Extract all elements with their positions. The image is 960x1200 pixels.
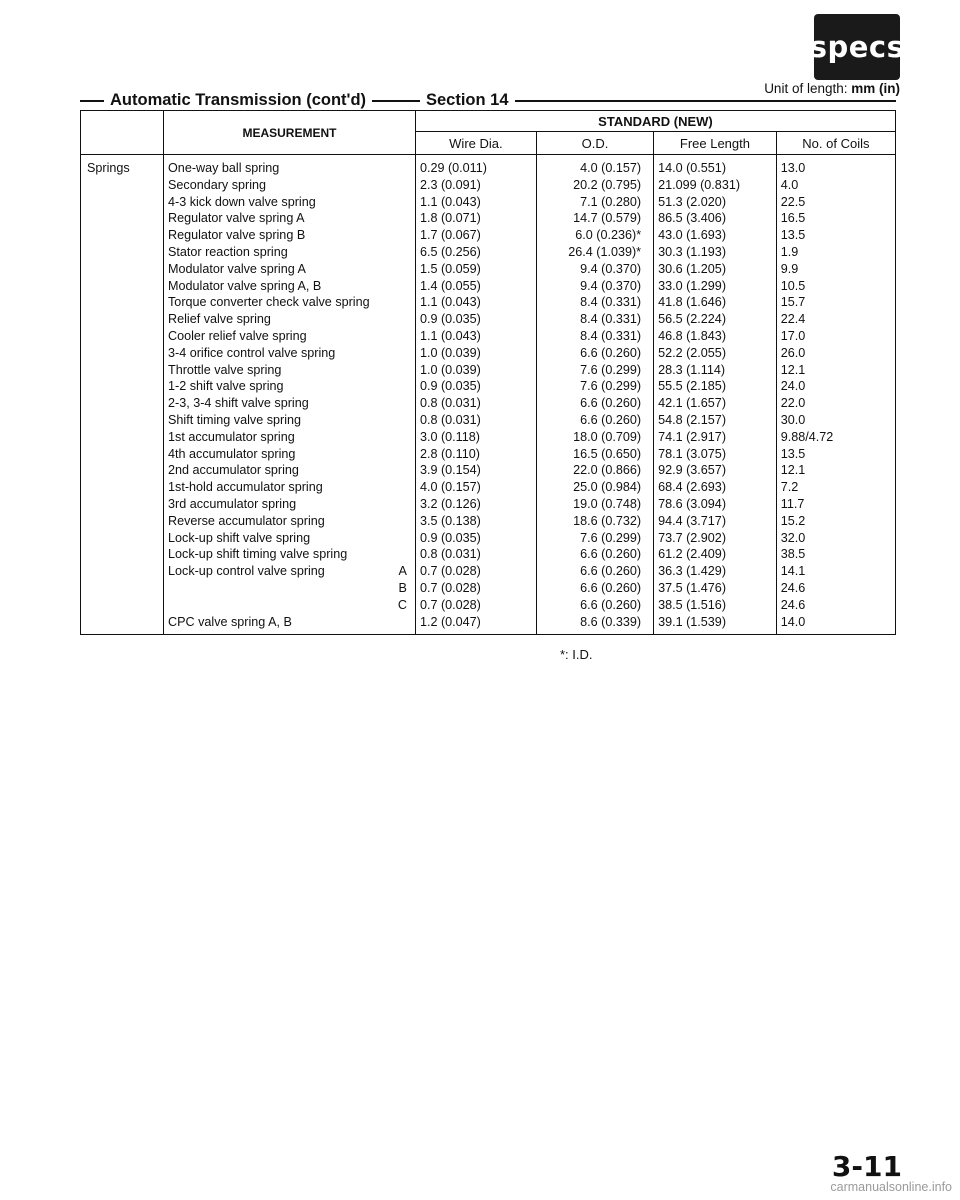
table-cell-coils: 9.9 <box>780 261 799 276</box>
table-cell-wire: 0.9 (0.035) <box>419 379 481 394</box>
standard-new-header: STANDARD (NEW) <box>415 111 895 132</box>
table-cell-coils: 38.5 <box>780 547 806 562</box>
table-cell-coils: 11.7 <box>780 496 805 511</box>
spring-name: Regulator valve spring A <box>168 211 305 226</box>
spring-name: Relief valve spring <box>168 312 271 327</box>
table-cell-wire: 3.0 (0.118) <box>419 429 480 444</box>
table-cell-wire: 3.9 (0.154) <box>419 463 481 478</box>
table-cell-coils: 32.0 <box>780 530 806 545</box>
spring-name: Throttle valve spring <box>168 362 282 377</box>
table-cell-length: 74.1 (2.917) <box>658 429 727 444</box>
table-cell-coils: 13.5 <box>780 446 806 461</box>
table-cell-od: 22.0 (0.866) <box>573 463 642 478</box>
table-cell-length: 38.5 (1.516) <box>658 597 727 612</box>
table-cell-wire: 1.2 (0.047) <box>419 614 481 629</box>
table-row-name <box>168 160 411 177</box>
table-cell-length: 14.0 (0.551) <box>658 161 727 175</box>
spring-name: Regulator valve spring B <box>168 228 306 243</box>
table-cell-wire: 3.5 (0.138) <box>419 513 481 528</box>
footnote: *: I.D. <box>560 647 593 662</box>
table-cell-wire: 0.7 (0.028) <box>419 580 481 595</box>
table-cell-od: 16.5 (0.650) <box>573 446 642 461</box>
watermark: carmanualsonline.info <box>830 1180 952 1194</box>
table-cell-od: 7.1 (0.280) <box>580 194 642 209</box>
table-cell-od: 6.6 (0.260) <box>580 597 642 612</box>
table-cell-od: 25.0 (0.984) <box>573 480 642 495</box>
table-cell-length: 51.3 (2.020) <box>658 194 727 209</box>
spring-name: Modulator valve spring A <box>168 261 306 276</box>
table-cell-wire: 0.9 (0.035) <box>419 530 481 545</box>
table-row-name <box>168 496 411 513</box>
table-cell-length: 28.3 (1.114) <box>658 362 726 377</box>
table-row-name <box>168 429 411 446</box>
table-cell-od: 9.4 (0.370) <box>580 278 642 293</box>
table-cell-wire: 6.5 (0.256) <box>419 244 481 259</box>
spring-variant: C <box>397 597 407 612</box>
table-cell-coils: 14.1 <box>780 564 806 579</box>
table-cell-length: 78.6 (3.094) <box>658 496 727 511</box>
table-cell-length: 55.5 (2.185) <box>658 379 727 394</box>
table-cell-length: 52.2 (2.055) <box>658 345 727 360</box>
table-cell-od: 26.4 (1.039)* <box>568 244 642 259</box>
table-row-name <box>168 210 411 227</box>
table-cell-length: 78.1 (3.075) <box>658 446 727 461</box>
table-cell-od: 19.0 (0.748) <box>573 496 642 511</box>
table-cell-od: 6.6 (0.260) <box>580 396 642 411</box>
table-row-name <box>168 177 411 194</box>
category-cell: Springs <box>81 155 164 635</box>
od-column <box>536 155 653 635</box>
table-row-name <box>168 261 411 278</box>
table-cell-coils: 22.4 <box>780 312 806 327</box>
table-row-name <box>168 446 411 463</box>
table-cell-coils: 22.5 <box>780 194 806 209</box>
table-row-name <box>168 227 411 244</box>
table-cell-coils: 24.6 <box>780 580 806 595</box>
page-title: Automatic Transmission (cont'd) <box>104 91 372 110</box>
table-cell-length: 30.3 (1.193) <box>658 244 727 259</box>
table-cell-wire: 1.1 (0.043) <box>419 328 481 343</box>
unit-value: mm (in) <box>851 81 900 96</box>
table-row-name <box>168 479 411 496</box>
table-cell-coils: 24.6 <box>780 597 806 612</box>
spring-name: 4th accumulator spring <box>168 446 296 461</box>
table-cell-length: 33.0 (1.299) <box>658 278 727 293</box>
measurement-header: MEASUREMENT <box>164 111 416 155</box>
table-cell-length: 30.6 (1.205) <box>658 261 727 276</box>
table-cell-od: 8.4 (0.331) <box>580 295 642 310</box>
table-cell-wire: 1.4 (0.055) <box>419 278 481 293</box>
table-cell-od: 6.6 (0.260) <box>580 345 642 360</box>
table-cell-length: 39.1 (1.539) <box>658 614 727 629</box>
spring-name: Modulator valve spring A, B <box>168 278 322 293</box>
table-cell-length: 56.5 (2.224) <box>658 312 727 327</box>
table-cell-od: 6.6 (0.260) <box>580 547 642 562</box>
table-body-row <box>81 155 896 635</box>
table-cell-od: 7.6 (0.299) <box>580 530 642 545</box>
table-cell-length: 68.4 (2.693) <box>658 480 727 495</box>
table-cell-wire: 0.9 (0.035) <box>419 312 481 327</box>
table-cell-wire: 1.0 (0.039) <box>419 362 481 377</box>
spring-spec-table <box>80 110 896 635</box>
table-cell-coils: 1.9 <box>780 244 799 259</box>
spring-name <box>168 597 172 614</box>
table-cell-length: 36.3 (1.429) <box>658 564 727 579</box>
wire-dia-column <box>415 155 536 635</box>
unit-prefix: Unit of length: <box>764 81 852 96</box>
table-cell-wire: 0.8 (0.031) <box>419 412 481 427</box>
table-cell-od: 7.6 (0.299) <box>580 379 642 394</box>
table-row-name <box>168 530 411 547</box>
table-row-name <box>168 614 411 631</box>
table-cell-wire: 0.29 (0.011) <box>419 161 487 175</box>
table-row-name <box>168 395 411 412</box>
table-cell-wire: 1.5 (0.059) <box>419 261 481 276</box>
table-cell-coils: 4.0 <box>780 177 799 192</box>
table-cell-length: 94.4 (3.717) <box>658 513 727 528</box>
table-cell-coils: 12.1 <box>780 463 806 478</box>
table-cell-coils: 22.0 <box>780 396 806 411</box>
table-cell-wire: 0.7 (0.028) <box>419 564 481 579</box>
table-cell-coils: 24.0 <box>780 379 806 394</box>
spring-name <box>168 580 172 597</box>
table-cell-wire: 1.7 (0.067) <box>419 228 481 243</box>
table-row-name <box>168 462 411 479</box>
table-cell-wire: 2.8 (0.110) <box>419 446 480 461</box>
table-cell-od: 18.0 (0.709) <box>573 429 642 444</box>
table-cell-od: 8.6 (0.339) <box>580 614 642 629</box>
section-label: Section 14 <box>420 91 515 110</box>
specs-badge: specs <box>814 14 900 80</box>
table-cell-od: 6.6 (0.260) <box>580 412 642 427</box>
table-cell-coils: 14.0 <box>780 614 806 629</box>
table-cell-coils: 9.88/4.72 <box>780 429 834 444</box>
wire-dia-header: Wire Dia. <box>415 132 536 155</box>
table-cell-od: 8.4 (0.331) <box>580 312 642 327</box>
table-cell-wire: 0.8 (0.031) <box>419 396 481 411</box>
spring-name: 2nd accumulator spring <box>168 463 299 478</box>
table-row-name <box>168 563 411 580</box>
page-number: 3-11 <box>831 1150 902 1183</box>
table-cell-wire: 1.8 (0.071) <box>419 211 481 226</box>
table-cell-coils: 7.2 <box>780 480 799 495</box>
table-cell-coils: 16.5 <box>780 211 806 226</box>
table-row-name <box>168 546 411 563</box>
table-cell-wire: 1.0 (0.039) <box>419 345 481 360</box>
table-row-name <box>168 244 411 261</box>
table-cell-wire: 1.1 (0.043) <box>419 295 481 310</box>
table-cell-length: 92.9 (3.657) <box>658 463 727 478</box>
table-row-name <box>168 513 411 530</box>
table-cell-od: 8.4 (0.331) <box>580 328 642 343</box>
table-cell-od: 6.0 (0.236)* <box>575 228 642 243</box>
spring-name: Torque converter check valve spring <box>168 295 370 310</box>
table-cell-wire: 3.2 (0.126) <box>419 496 481 511</box>
table-cell-coils: 30.0 <box>780 412 806 427</box>
spring-name: Stator reaction spring <box>168 244 288 259</box>
free-length-column <box>654 155 777 635</box>
spring-name: 3rd accumulator spring <box>168 496 297 511</box>
table-cell-coils: 12.1 <box>780 362 806 377</box>
table-cell-wire: 1.1 (0.043) <box>419 194 481 209</box>
table-row-name <box>168 345 411 362</box>
spring-name: 1st-hold accumulator spring <box>168 480 323 495</box>
table-cell-length: 43.0 (1.693) <box>658 228 727 243</box>
table-cell-length: 21.099 (0.831) <box>658 177 741 192</box>
spring-name: CPC valve spring A, B <box>168 614 292 629</box>
table-cell-coils: 26.0 <box>780 345 806 360</box>
od-header: O.D. <box>536 132 653 155</box>
table-row-name <box>168 294 411 311</box>
spring-name: Lock-up shift valve spring <box>168 530 311 545</box>
section-title-bar <box>80 91 896 111</box>
table-cell-od: 4.0 (0.157) <box>580 161 642 175</box>
spring-name: Lock-up control valve spring <box>168 564 325 579</box>
table-cell-coils: 15.2 <box>780 513 806 528</box>
spring-name: 4-3 kick down valve spring <box>168 194 316 209</box>
table-row-name <box>168 328 411 345</box>
table-cell-length: 41.8 (1.646) <box>658 295 727 310</box>
table-row-name <box>168 597 411 614</box>
spring-name: Lock-up shift timing valve spring <box>168 547 348 562</box>
spring-variant: B <box>398 580 407 595</box>
spring-name: Cooler relief valve spring <box>168 328 307 343</box>
table-cell-coils: 15.7 <box>780 295 806 310</box>
spring-name-column <box>164 155 416 635</box>
table-cell-od: 14.7 (0.579) <box>573 211 642 226</box>
spring-name: Shift timing valve spring <box>168 412 302 427</box>
table-cell-length: 42.1 (1.657) <box>658 396 727 411</box>
table-cell-coils: 10.5 <box>780 278 806 293</box>
free-length-header: Free Length <box>654 132 777 155</box>
table-cell-od: 18.6 (0.732) <box>573 513 642 528</box>
spring-name: 2-3, 3-4 shift valve spring <box>168 396 309 411</box>
table-row-name <box>168 412 411 429</box>
no-of-coils-header: No. of Coils <box>776 132 895 155</box>
spring-name: Reverse accumulator spring <box>168 513 325 528</box>
table-row-name <box>168 362 411 379</box>
table-cell-od: 9.4 (0.370) <box>580 261 642 276</box>
table-cell-length: 73.7 (2.902) <box>658 530 727 545</box>
coils-column <box>776 155 895 635</box>
spring-name: One-way ball spring <box>168 161 280 175</box>
table-cell-length: 61.2 (2.409) <box>658 547 727 562</box>
table-row-name <box>168 378 411 395</box>
table-cell-coils: 17.0 <box>780 328 806 343</box>
table-cell-wire: 4.0 (0.157) <box>419 480 481 495</box>
spring-name: 1st accumulator spring <box>168 429 295 444</box>
table-cell-od: 6.6 (0.260) <box>580 564 642 579</box>
table-cell-length: 86.5 (3.406) <box>658 211 727 226</box>
category-header-cell <box>81 111 164 155</box>
table-cell-wire: 0.8 (0.031) <box>419 547 481 562</box>
table-cell-od: 20.2 (0.795) <box>573 177 642 192</box>
table-row-name <box>168 580 411 597</box>
table-cell-length: 54.8 (2.157) <box>658 412 727 427</box>
spring-variant: A <box>398 564 407 579</box>
table-cell-od: 6.6 (0.260) <box>580 580 642 595</box>
spring-name: 1-2 shift valve spring <box>168 379 284 394</box>
table-cell-coils: 13.0 <box>780 161 806 175</box>
table-row-name <box>168 278 411 295</box>
table-cell-od: 7.6 (0.299) <box>580 362 642 377</box>
spring-name: 3-4 orifice control valve spring <box>168 345 336 360</box>
table-cell-length: 37.5 (1.476) <box>658 580 727 595</box>
spring-name: Secondary spring <box>168 177 267 192</box>
table-row-name <box>168 311 411 328</box>
table-cell-length: 46.8 (1.843) <box>658 328 727 343</box>
table-row-name <box>168 194 411 211</box>
table-cell-wire: 2.3 (0.091) <box>419 177 481 192</box>
table-cell-coils: 13.5 <box>780 228 806 243</box>
table-cell-wire: 0.7 (0.028) <box>419 597 481 612</box>
